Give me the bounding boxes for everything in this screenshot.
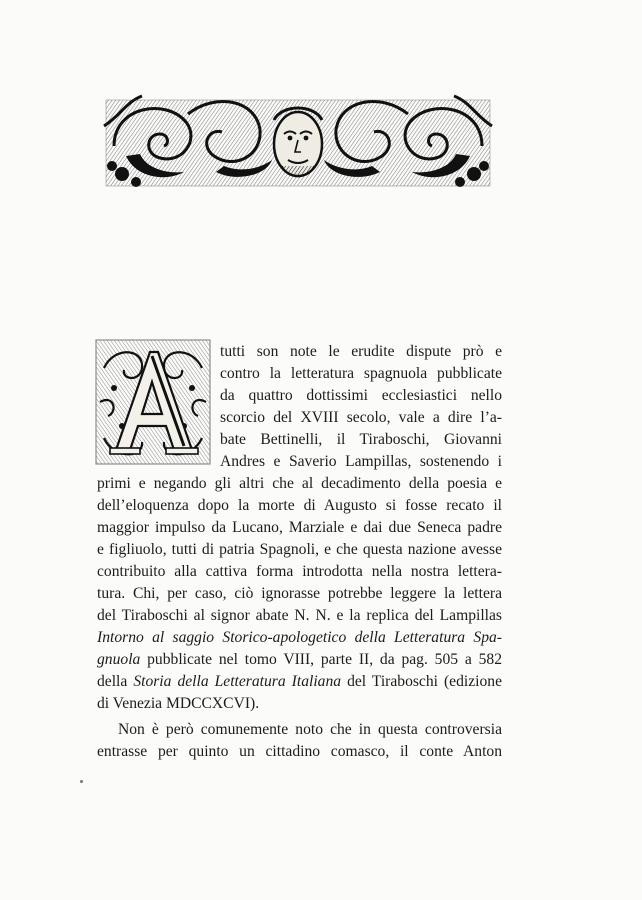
text-span: del Tiraboschi (edizione [341,673,502,690]
text-line: contribuito alla cattiva forma introdotta nella nostra lettera- [97,563,502,580]
text-line [97,672,502,692]
ornamental-headpiece [96,86,500,198]
text-span: pubblicate nel tomo VIII, parte II, da pag. 505 a 582 [140,651,502,668]
text-line: entrasse per quinto un cittadino comasco, il conte Anton [97,743,502,760]
text-line: dell’eloquenza dopo la morte di Augusto si fosse recato il [97,497,502,514]
text-line [97,650,502,670]
text-line: di Venezia MDCCXCVI). [97,695,260,712]
ornamental-headpiece-icon [96,86,500,198]
text-line: scorcio del XVIII secolo, vale a dire l’a- [220,409,502,426]
book-title-italic: Intorno al saggio Storico-apologetico della Letteratura Spa- [97,629,502,646]
text-line: tutti son note le erudite dispute prò e [220,343,502,360]
text-line: tura. Chi, per caso, ciò ignorasse potrebbe leggere la lettera [97,585,502,602]
text-line: bate Bettinelli, il Tiraboschi, Giovanni [220,431,502,448]
text-line: e figliuolo, tutti di patria Spagnoli, e che questa nazione avesse [97,541,502,558]
text-line: maggior impulso da Lucano, Marziale e dai due Seneca padre [97,519,502,536]
decorated-initial [94,338,212,466]
text-span: della [97,673,134,690]
text-line: Non è però comunemente noto che in questa controversia [118,721,502,738]
text-line: Andres e Saverio Lampillas, sostenendo i [220,453,502,470]
work-title-italic: Storia della Letteratura Italiana [133,673,342,690]
text-line: da quattro dottissimi ecclesiastici nello [220,387,502,404]
text-line: primi e negando gli altri che al decadimento della poesia e [97,475,502,492]
decorated-initial-icon [94,338,212,466]
print-speck [80,780,83,783]
text-line [97,628,502,648]
text-line: contro la letteratura spagnuola pubblicate [220,365,502,382]
initial-letter-label: A [94,338,95,339]
text-line: del Tiraboschi al signor abate N. N. e la replica del Lampillas [97,607,502,624]
book-title-italic-cont: gnuola [97,651,141,668]
